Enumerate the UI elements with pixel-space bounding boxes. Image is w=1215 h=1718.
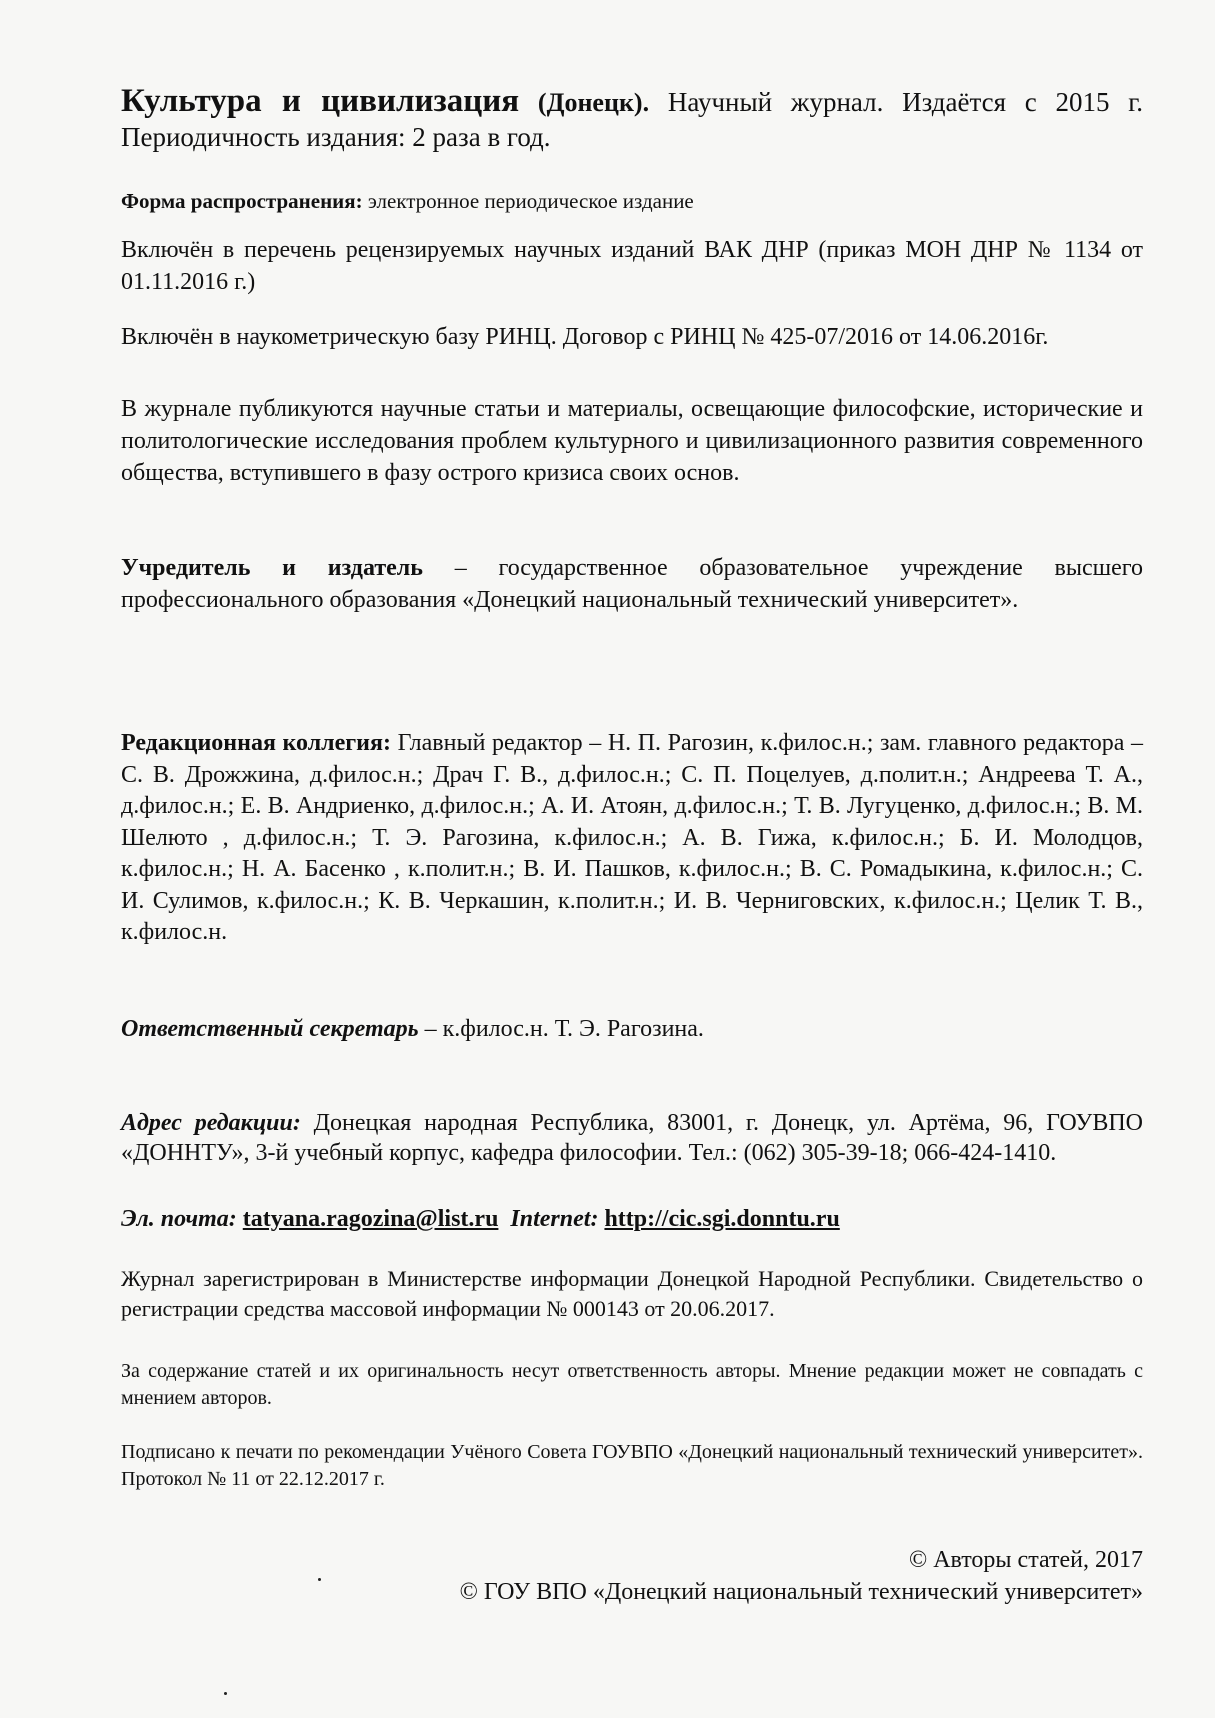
registration-info: Журнал зарегистрирован в Министерстве информации Донецкой Народной Республики. Свидетельство о регистрации средства массовой информации № 000143 от 20.06.2017. — [121, 1266, 1143, 1321]
journal-scope: В журнале публикуются научные статьи и материалы, освещающие философские, исторические и политологические исследования проблем культурного и цивилизационного развития современного общества, вступившего в фазу острого кризиса своих основ. — [121, 396, 1143, 486]
address-value: Донецкая народная Республика, 83001, г. Донецк, ул. Артёма, 96, ГОУВПО «ДОННТУ», 3-й учебный корпус, кафедра философии. Тел.: (062) 305-39-18; 066-424-1410. — [121, 1110, 1144, 1166]
email-link[interactable]: tatyana.ragozina@list.ru — [242, 1206, 499, 1232]
rinc-inclusion: Включён в наукометрическую базу РИНЦ. Договор с РИНЦ № 425-07/2016 от 14.06.2016г. — [121, 324, 1049, 350]
journal-description: Научный журнал. Издаётся с 2015 г. Периодичность издания: 2 раза в год. — [121, 87, 1143, 152]
distribution-label: Форма распространения: — [121, 189, 363, 213]
copyright-university: © ГОУ ВПО «Донецкий национальный технический университет» — [459, 1579, 1143, 1605]
journal-header — [121, 84, 1143, 154]
journal-name: Культура и цивилизация — [121, 83, 520, 119]
editorial-board-label: Редакционная коллегия: — [121, 730, 391, 756]
executive-secretary — [121, 1013, 1143, 1045]
responsibility-disclaimer: За содержание статей и их оригинальность несут ответственность авторы. Мнение редакции может не совпадать с мнением авторов. — [121, 1360, 1143, 1409]
copyright-authors: © Авторы статей, 2017 — [908, 1547, 1143, 1573]
secretary-value: – к.филос.н. Т. Э. Рагозина. — [418, 1016, 704, 1042]
journal-city: (Донецк). — [537, 88, 650, 117]
internet-label: Internet: — [510, 1206, 599, 1232]
signed-for-print: Подписано к печати по рекомендации Учёного Совета ГОУВПО «Донецкий национальный технический университет». Протокол № 11 от 22.12.2017 г. — [121, 1441, 1143, 1490]
scan-speck — [318, 1578, 321, 1581]
vak-inclusion: Включён в перечень рецензируемых научных изданий ВАК ДНР (приказ МОН ДНР № 1134 от 01.11.2016 г.) — [121, 237, 1143, 295]
editorial-board-members: Главный редактор – Н. П. Рагозин, к.филос.н.; зам. главного редактора – С. В. Дрожжина, д.филос.н.; Драч Г. В., д.филос.н.; С. П. Поцелуев, д.полит.н.; Андреева Т. А., д.филос.н.; Е. В. Андриенко, д.филос.н.; А. И. Атоян, д.филос.н.; Т. В. Лугуценко, д.филос.н.; В. М. Шелюто , д.филос.н.; Т. Э. Рагозина, к.филос.н.; А. В. Гижа, к.филос.н.; Б. И. Молодцов, к.филос.н.; Н. А. Басенко , к.полит.н.; В. И. Пашков, к.филос.н.; В. С. Ромадыкина, к.филос.н.; С. И. Сулимов, к.филос.н.; К. В. Черкашин, к.полит.н.; И. В. Черниговских, к.филос.н.; Целик Т. В., к.филос.н. — [121, 730, 1143, 945]
founder-publisher — [121, 552, 1143, 616]
distribution-value: электронное периодическое издание — [362, 189, 694, 213]
address-label: Адрес редакции: — [121, 1110, 301, 1136]
contacts — [121, 1203, 1143, 1235]
founder-value: – государственное образовательное учреждение высшего профессионального образования «Донецкий национальный технический университет». — [121, 555, 1143, 613]
editorial-address — [121, 1108, 1143, 1168]
editorial-board — [121, 728, 1143, 949]
founder-label: Учредитель и издатель — [121, 555, 423, 581]
secretary-label: Ответственный секретарь — [121, 1016, 419, 1042]
email-label: Эл. почта: — [121, 1206, 237, 1232]
website-link[interactable]: http://cic.sgi.donntu.ru — [604, 1206, 840, 1232]
distribution-form — [121, 186, 1143, 217]
scan-speck — [224, 1692, 227, 1695]
